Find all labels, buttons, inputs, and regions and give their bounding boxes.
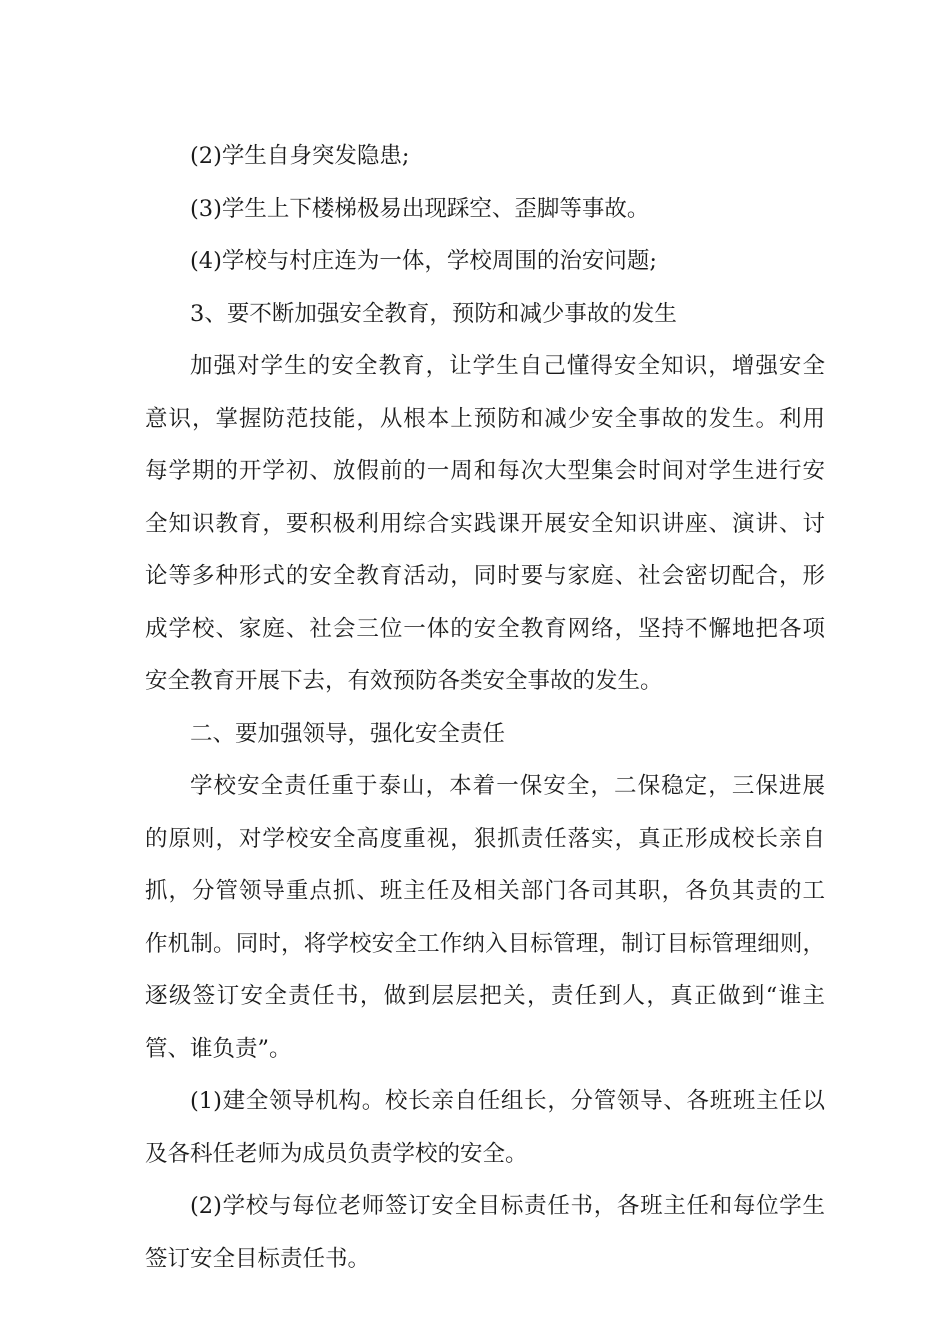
section-heading: 二、要加强领导，强化安全责任 [190,720,506,747]
text-line: 学校安全责任重于泰山，本着一保安全，二保稳定，三保进展 [190,773,825,799]
text-line: 的原则，对学校安全高度重视，狠抓责任落实，真正形成校长亲自 [145,825,825,852]
text-line: (1)建全领导机构。校长亲自任组长，分管领导、各班班主任以 [190,1088,825,1114]
text-line: 成学校、家庭、社会三位一体的安全教育网络，坚持不懈地把各项 [145,615,825,642]
text-line: 意识，掌握防范技能，从根本上预防和减少安全事故的发生。利用 [145,405,825,432]
section-heading: 3、要不断加强安全教育，预防和减少事故的发生 [190,300,677,327]
text-line: (2)学校与每位老师签订安全目标责任书，各班主任和每位学生 [190,1193,825,1219]
text-line: 安全教育开展下去，有效预防各类安全事故的发生。 [145,668,663,694]
text-line: 每学期的开学初、放假前的一周和每次大型集会时间对学生进行安 [145,458,825,484]
text-line: 全知识教育，要积极利用综合实践课开展安全知识讲座、演讲、讨 [145,510,825,537]
text-line: 管、谁负责”。 [145,1035,292,1062]
document-page [145,130,825,1285]
text-line: 作机制。同时，将学校安全工作纳入目标管理，制订目标管理细则， [145,930,825,957]
text-line: 及各科任老师为成员负责学校的安全。 [145,1140,528,1167]
text-line: 抓，分管领导重点抓、班主任及相关部门各司其职，各负其责的工 [145,878,825,904]
text-line: 论等多种形式的安全教育活动，同时要与家庭、社会密切配合，形 [145,563,825,589]
text-line: (4)学校与村庄连为一体，学校周围的治安问题; [190,248,657,274]
text-line: 逐级签订安全责任书，做到层层把关，责任到人，真正做到“谁主 [145,983,825,1009]
text-line: (2)学生自身突发隐患; [190,143,410,169]
text-line: 加强对学生的安全教育，让学生自己懂得安全知识，增强安全 [190,353,825,379]
text-line: 签订安全目标责任书。 [145,1245,371,1272]
text-line: (3)学生上下楼梯极易出现踩空、歪脚等事故。 [190,195,650,222]
